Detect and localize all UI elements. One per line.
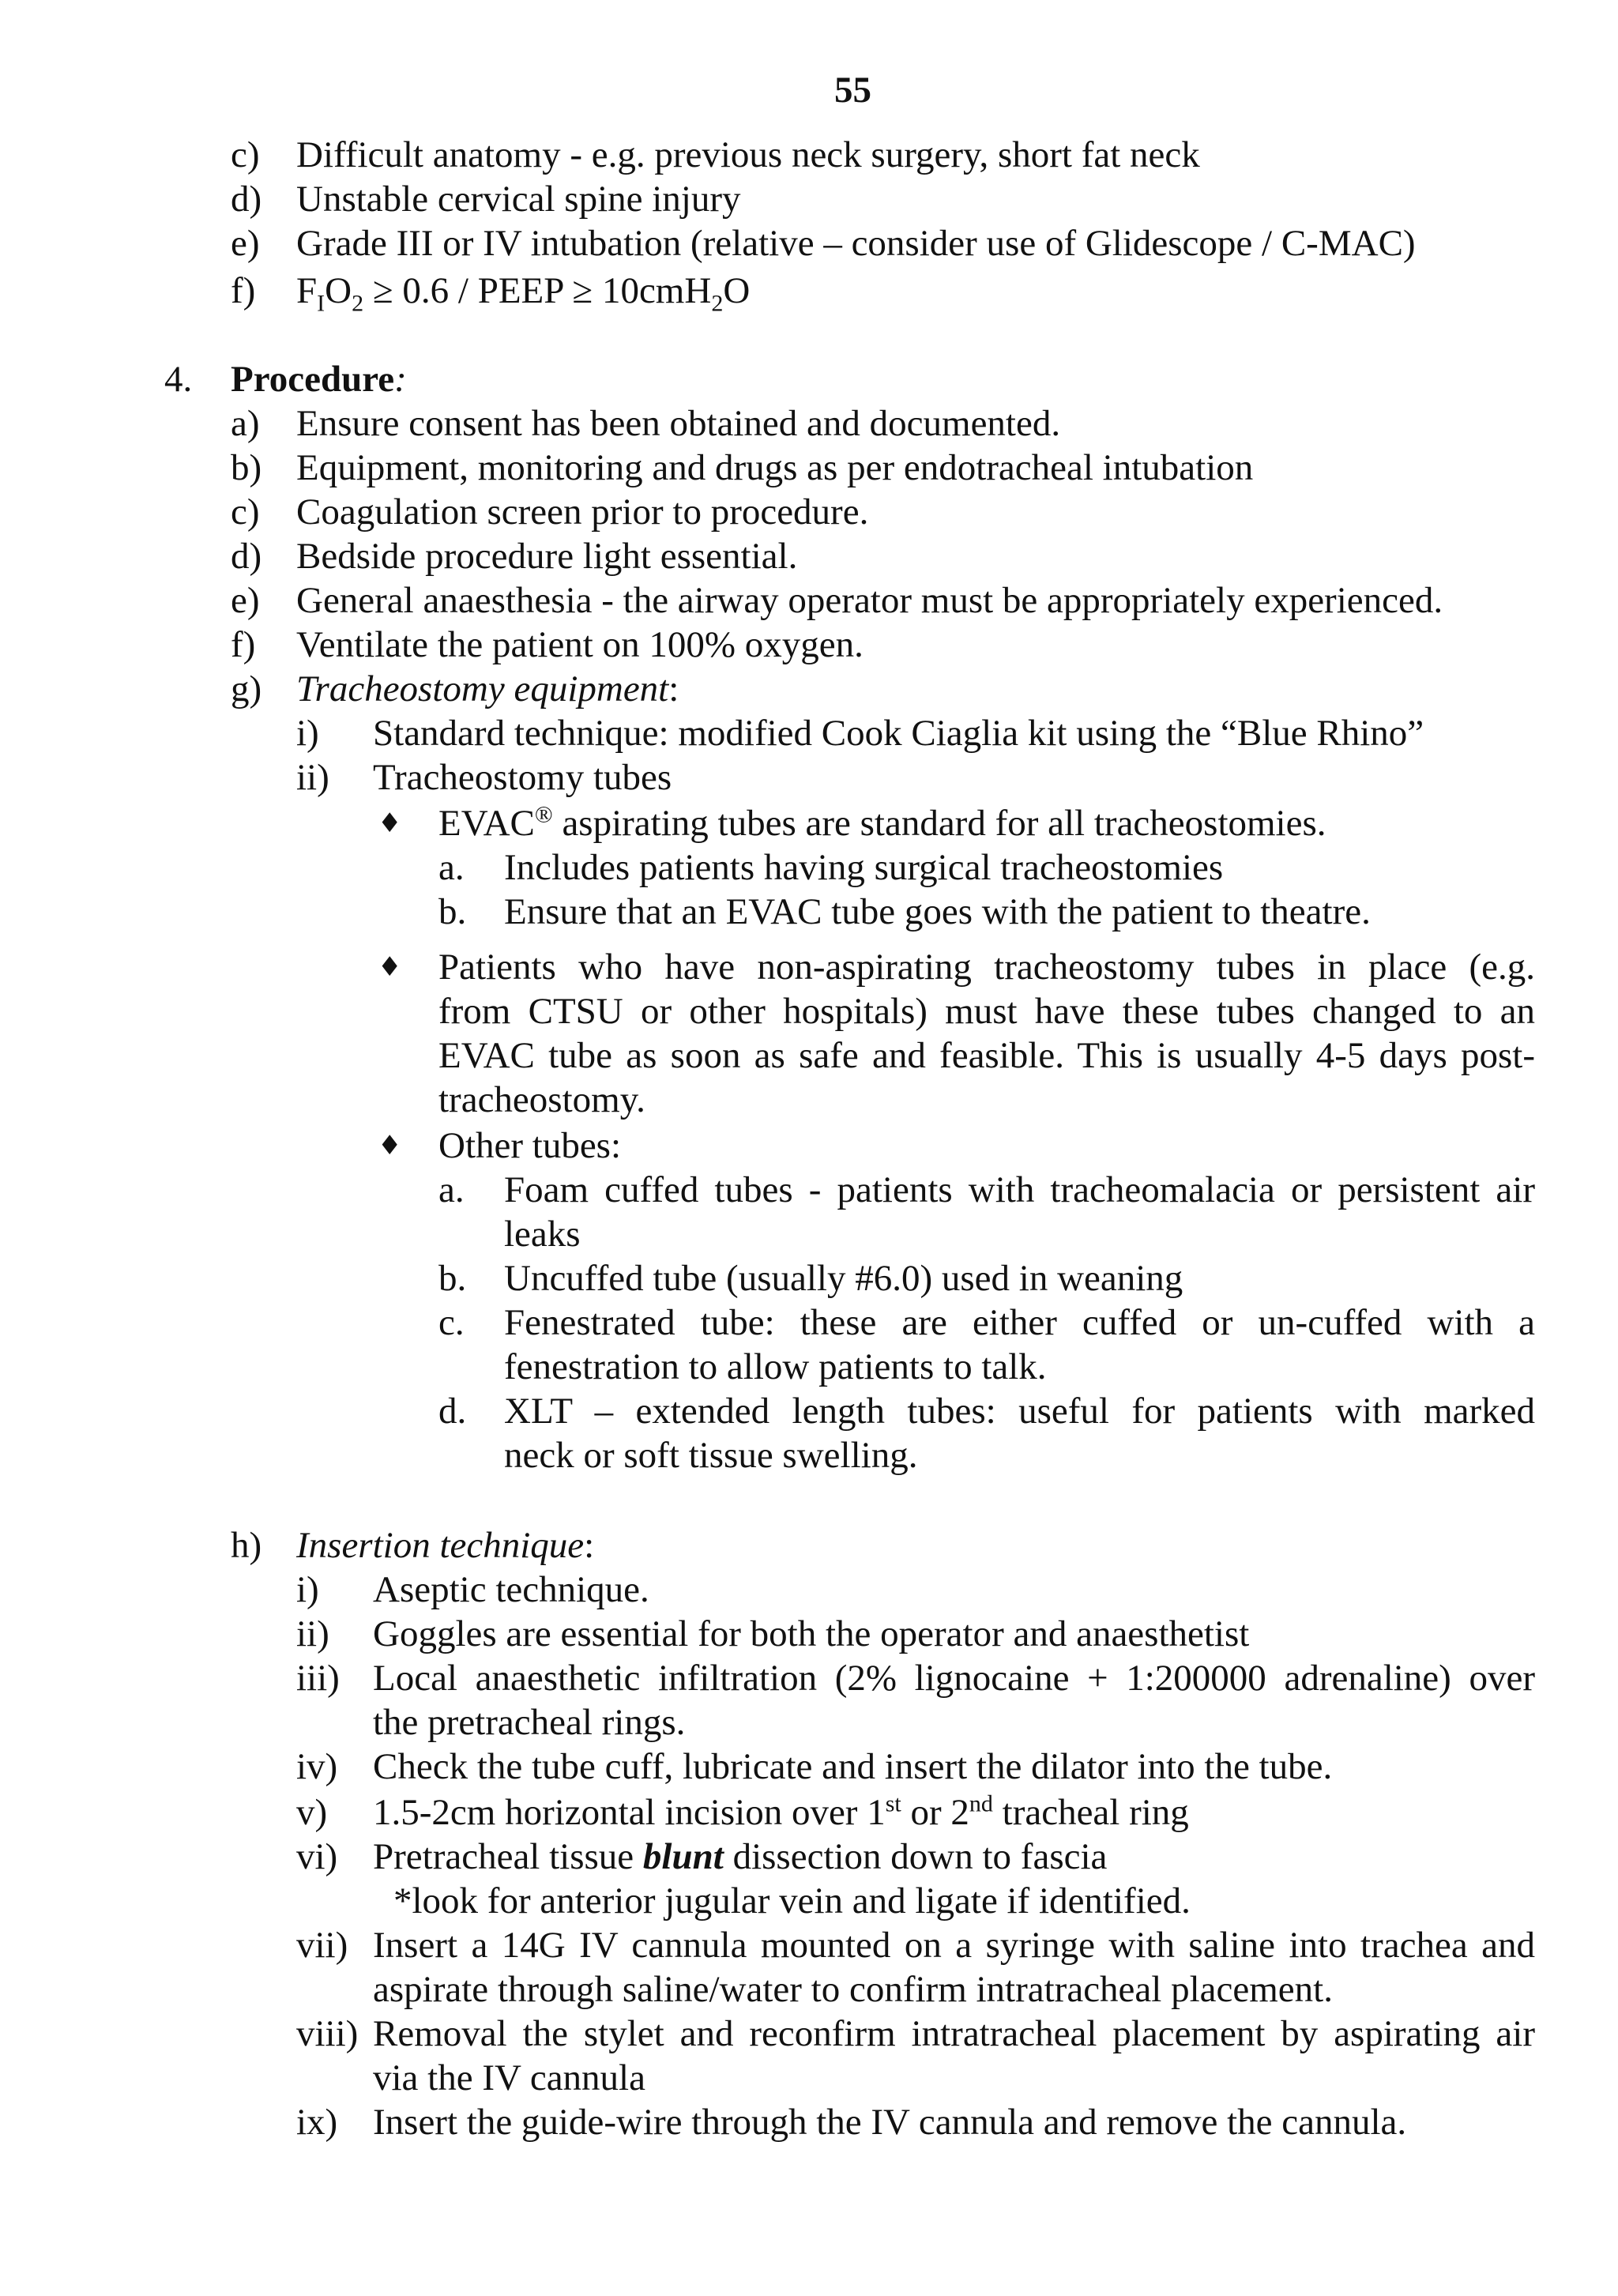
list-item-text: Goggles are essential for both the operator and anaesthetist — [373, 1613, 1250, 1654]
fio2-peep-criterion: $F_IO_2 \ge 0.6$ / PEEP ≥ 10cmH$_2$O — [296, 270, 751, 317]
list-item-text: aspirate through saline/water to confirm intratracheal placement. — [373, 1969, 1333, 2010]
procedure-note: *look for anterior jugular vein and ligate if identified. — [393, 1880, 1191, 1921]
bullet-text-line: from CTSU or other hospitals) must have these tubes changed to an — [438, 991, 1535, 1032]
list-marker: f) — [231, 270, 256, 311]
roman-marker: ii) — [296, 1613, 329, 1654]
list-item-text: the pretracheal rings. — [373, 1702, 686, 1743]
list-item-text: Tracheostomy tubes — [373, 757, 672, 798]
list-item-text: Pretracheal tissue blunt dissection down to fascia — [373, 1836, 1108, 1877]
list-marker: d) — [231, 179, 262, 220]
list-item-text: Foam cuffed tubes - patients with tracheomalacia or persistent air — [504, 1169, 1535, 1210]
roman-marker: vii) — [296, 1925, 348, 1966]
list-item-text: Unstable cervical spine injury — [296, 179, 741, 220]
alpha-marker: a. — [438, 847, 465, 888]
list-marker: h) — [231, 1525, 262, 1566]
list-item-text: Bedside procedure light essential. — [296, 536, 798, 577]
list-marker: d) — [231, 536, 262, 577]
section-heading: Procedure: — [231, 359, 407, 400]
list-item-text: Ensure that an EVAC tube goes with the patient to theatre. — [504, 891, 1371, 932]
list-marker: c) — [231, 491, 260, 533]
list-item-text: neck or soft tissue swelling. — [504, 1435, 918, 1476]
roman-marker: i) — [296, 713, 319, 754]
list-item-text: Includes patients having surgical tracheostomies — [504, 847, 1224, 888]
alpha-marker: b. — [438, 1258, 467, 1299]
list-item-text: fenestration to allow patients to talk. — [504, 1346, 1047, 1387]
roman-marker: ix) — [296, 2102, 338, 2143]
list-item-text: Local anaesthetic infiltration (2% lignocaine + 1:200000 adrenaline) over — [373, 1658, 1535, 1699]
list-item-text: Coagulation screen prior to procedure. — [296, 491, 869, 533]
list-item-text: Fenestrated tube: these are either cuffed or un-cuffed with a — [504, 1302, 1535, 1343]
diamond-bullet-icon: ♦ — [378, 807, 402, 839]
page-number: 55 — [834, 70, 871, 111]
roman-marker: iii) — [296, 1658, 340, 1699]
alpha-marker: a. — [438, 1169, 465, 1210]
alpha-marker: c. — [438, 1302, 465, 1343]
roman-marker: v) — [296, 1792, 328, 1833]
list-item-text: Aseptic technique. — [373, 1569, 649, 1610]
roman-marker: viii) — [296, 2013, 359, 2054]
roman-marker: i) — [296, 1569, 319, 1610]
bullet-text-line: tracheostomy. — [438, 1079, 645, 1120]
list-item-text: Standard technique: modified Cook Ciaglia kit using the “Blue Rhino” — [373, 713, 1424, 754]
list-marker: e) — [231, 223, 260, 264]
list-item-text: via the IV cannula — [373, 2057, 645, 2098]
list-item-text: Equipment, monitoring and drugs as per endotracheal intubation — [296, 447, 1254, 488]
bullet-text: Other tubes: — [438, 1125, 622, 1166]
list-item-text: General anaesthesia - the airway operator must be appropriately experienced. — [296, 580, 1443, 621]
bullet-text-line: EVAC tube as soon as safe and feasible. This is usually 4-5 days post- — [438, 1035, 1535, 1076]
list-marker: e) — [231, 580, 260, 621]
list-item-text: Ensure consent has been obtained and documented. — [296, 403, 1061, 444]
diamond-bullet-icon: ♦ — [378, 951, 402, 983]
roman-marker: vi) — [296, 1836, 338, 1877]
list-item-text: Ventilate the patient on 100% oxygen. — [296, 624, 864, 665]
alpha-marker: b. — [438, 891, 467, 932]
list-item-text: Insert a 14G IV cannula mounted on a syringe with saline into trachea and — [373, 1925, 1535, 1966]
section-number: 4. — [164, 359, 193, 400]
list-item-text: Uncuffed tube (usually #6.0) used in weaning — [504, 1258, 1183, 1299]
roman-marker: iv) — [296, 1746, 338, 1787]
subsection-heading: Tracheostomy equipment: — [296, 668, 679, 710]
list-marker: g) — [231, 668, 262, 710]
list-item-text: Check the tube cuff, lubricate and insert the dilator into the tube. — [373, 1746, 1333, 1787]
alpha-marker: d. — [438, 1391, 467, 1432]
bullet-text-line: Patients who have non-aspirating tracheostomy tubes in place (e.g. — [438, 947, 1535, 988]
list-item-text: Removal the stylet and reconfirm intratracheal placement by aspirating air — [373, 2013, 1535, 2054]
diamond-bullet-icon: ♦ — [378, 1130, 402, 1161]
list-item-text: 1.5-2cm horizontal incision over 1st or 2nd tracheal ring — [373, 1790, 1189, 1833]
list-marker: a) — [231, 403, 260, 444]
roman-marker: ii) — [296, 757, 329, 798]
subsection-heading: Insertion technique: — [296, 1525, 595, 1566]
list-marker: c) — [231, 134, 260, 175]
list-marker: b) — [231, 447, 262, 488]
list-item-text: XLT – extended length tubes: useful for patients with marked — [504, 1391, 1535, 1432]
list-item-text: Insert the guide-wire through the IV cannula and remove the cannula. — [373, 2102, 1407, 2143]
list-item-text: leaks — [504, 1214, 581, 1255]
bullet-text: EVAC® aspirating tubes are standard for all tracheostomies. — [438, 801, 1326, 844]
list-marker: f) — [231, 624, 256, 665]
list-item-text: Grade III or IV intubation (relative – consider use of Glidescope / C-MAC) — [296, 223, 1416, 264]
list-item-text: Difficult anatomy - e.g. previous neck surgery, short fat neck — [296, 134, 1200, 175]
